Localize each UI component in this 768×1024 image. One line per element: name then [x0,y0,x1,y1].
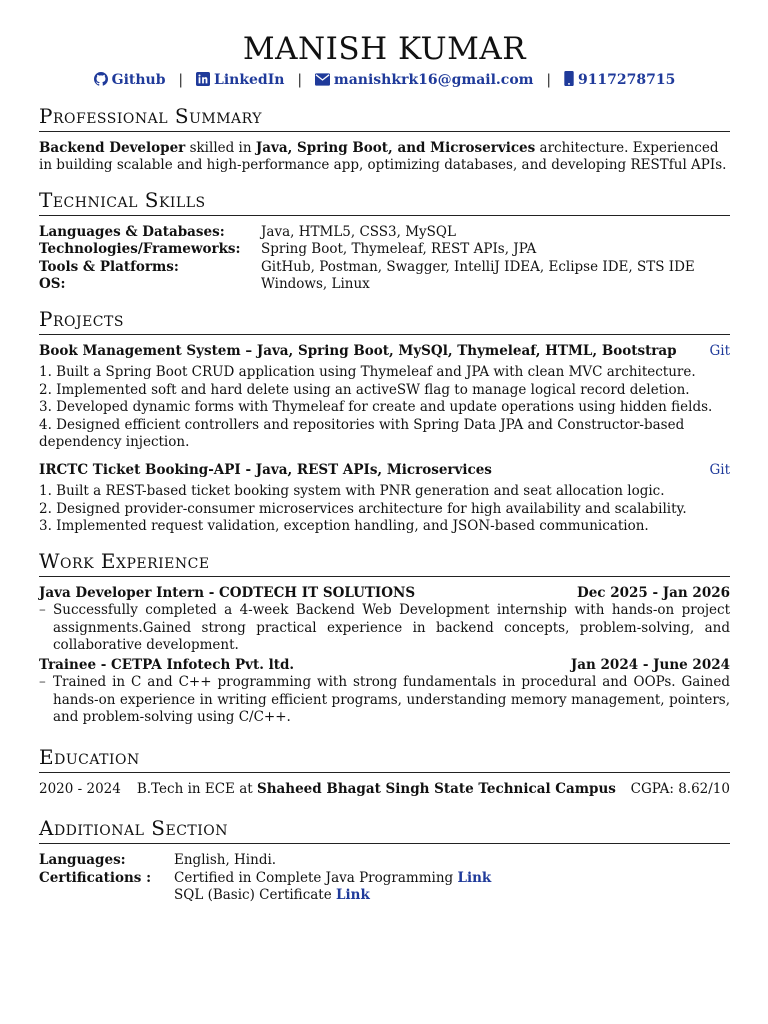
skill-value: Spring Boot, Thymeleaf, REST APIs, JPA [261,241,537,257]
projects-section-title: Projects [39,307,730,335]
list-item: 2. Implemented soft and hard delete using an activeSW flag to manage logical record deletion. [39,381,690,398]
project-title: IRCTC Ticket Booking-API - Java, REST APIs, Microservices [39,461,492,478]
job-dates: Jan 2024 - June 2024 [570,656,730,673]
certification-item [174,870,730,888]
certification-item [174,887,730,905]
education-degree: B.Tech in ECE at [136,780,257,797]
skill-key: Tools & Platforms: [39,258,179,275]
education-school: Shaheed Bhagat Singh State Technical Campus [256,780,616,797]
summary-text-part: architecture. Experienced in building scalable and high-performance app, optimizing databases, and developing RESTful APIs. [39,139,727,173]
certification-link[interactable]: Link [336,887,370,903]
additional-table [39,852,730,905]
job-role: Java Developer Intern - CODTECH IT SOLUTIONS [39,584,416,601]
phone-label: 9117278715 [577,72,676,88]
mail-icon [315,73,330,86]
certification-text: Certified in Complete Java Programming [174,869,458,886]
summary-section-title: Professional Summary [39,104,730,132]
contact-bar [39,71,730,90]
languages-value: English, Hindi. [174,852,277,868]
skill-value: GitHub, Postman, Swagger, IntelliJ IDEA, Eclipse IDE, STS IDE [261,258,695,275]
github-link[interactable] [94,72,171,88]
project-title: Book Management System – Java, Spring Boot, MySQl, Thymeleaf, HTML, Bootstrap [39,342,677,359]
education-section-title: Education [39,745,730,773]
github-icon [94,72,108,86]
separator: | [546,72,552,88]
summary-tech: Java, Spring Boot, and Microservices [255,139,536,156]
list-item: 2. Designed provider-consumer microservices architecture for high availability and scalability. [39,500,687,517]
list-item: 3. Implemented request validation, exception handling, and JSON-based communication. [39,518,649,534]
linkedin-link[interactable] [196,72,289,88]
project-item [39,462,730,536]
skill-value: Windows, Linux [261,276,370,292]
job-role: Trainee - CETPA Infotech Pvt. ltd. [39,656,295,673]
phone-icon [564,71,574,86]
github-label: Github [111,72,166,88]
project-git-link[interactable]: Git [709,461,730,478]
languages-key: Languages: [39,852,126,868]
job-description: – Successfully completed a 4-week Backend Web Development internship with hands-on project assignments.Gained strong practical experience in backend concepts, problem-solving, and collaborative development. [39,602,730,655]
email-label: manishkrk16@gmail.com [333,72,534,88]
certifications-key: Certifications : [39,869,152,886]
education-cgpa: CGPA: 8.62/10 [630,780,730,797]
list-item: 4. Designed efficient controllers and repositories with Spring Data JPA and Constructor-based dependency injection. [39,416,685,450]
linkedin-label: LinkedIn [213,72,285,88]
skill-key: Languages & Databases: [39,223,225,240]
list-item: 1. Built a REST-based ticket booking system with PNR generation and seat allocation logic. [39,483,665,499]
separator: | [297,72,303,88]
project-git-link[interactable]: Git [709,342,730,359]
phone-link[interactable] [564,72,675,88]
candidate-name: MANISH KUMAR [242,31,527,67]
summary-text-part: skilled in [185,139,256,156]
job-item [39,657,730,727]
list-item: 3. Developed dynamic forms with Thymeleaf for create and update operations using hidden fields. [39,399,713,415]
skill-key: Technologies/Frameworks: [39,241,241,257]
list-item: 1. Built a Spring Boot CRUD application using Thymeleaf and JPA with clean MVC architecture. [39,364,696,380]
skills-section-title: Technical Skills [39,188,730,216]
summary-text [39,140,730,175]
job-description: – Trained in C and C++ programming with strong fundamentals in procedural and OOPs. Gained hands-on experience in writing efficient programs, understanding memory management, pointers, and problem-solving using C/C++. [39,674,730,727]
education-row [39,781,730,799]
skills-table [39,224,730,294]
education-years: 2020 - 2024 [39,780,121,797]
skill-value: Java, HTML5, CSS3, MySQL [261,223,456,240]
project-item [39,343,730,452]
email-link[interactable] [315,72,538,88]
work-section-title: Work Experience [39,549,730,577]
certification-link[interactable]: Link [457,869,492,886]
linkedin-icon [196,72,210,86]
job-dates: Dec 2025 - Jan 2026 [576,584,730,601]
separator: | [178,72,184,88]
additional-section-title: Additional Section [39,816,730,844]
job-item [39,585,730,655]
certification-text: SQL (Basic) Certificate [174,887,337,903]
skill-key: OS: [39,276,66,292]
summary-role: Backend Developer [39,139,186,156]
